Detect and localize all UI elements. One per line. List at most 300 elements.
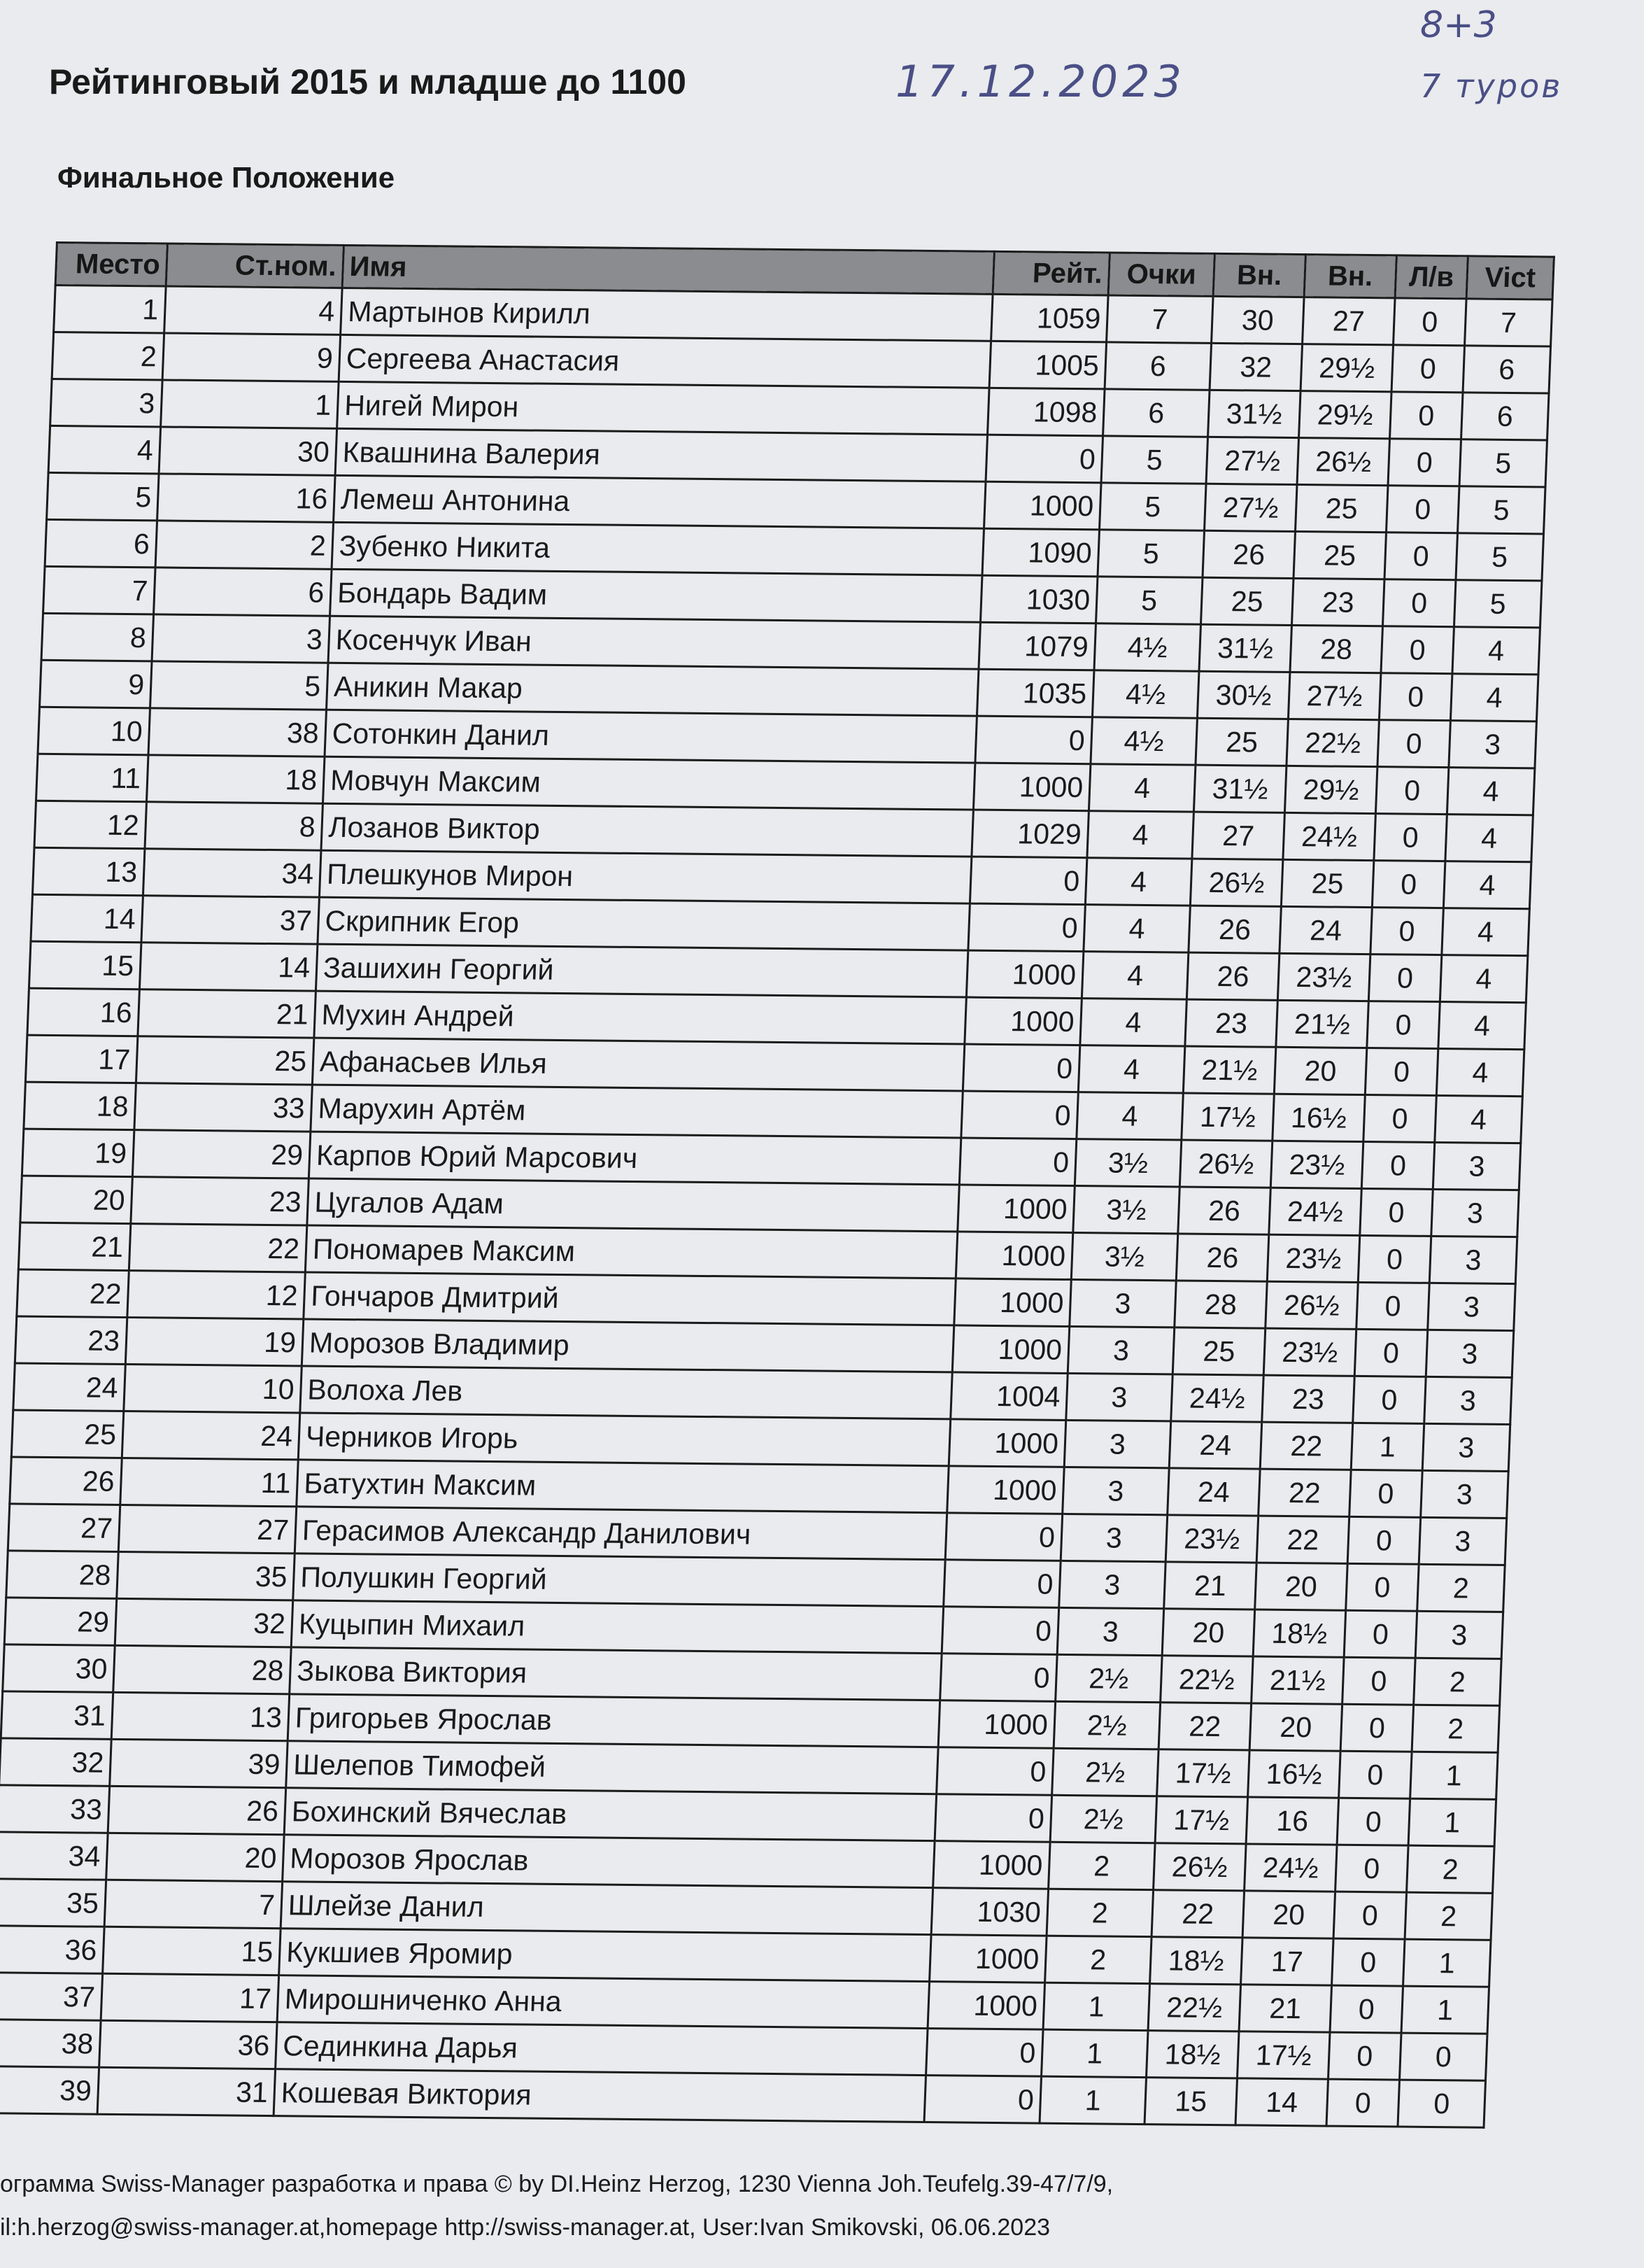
cell-tiebreak-2: 29½ [1299, 391, 1392, 439]
cell-points: 6 [1105, 342, 1212, 390]
cell-player-name: Мовчун Максим [323, 756, 975, 810]
cell-start-number: 34 [143, 849, 321, 897]
cell-player-name: Сергеева Анастасия [339, 334, 991, 388]
cell-tiebreak-2: 27 [1303, 297, 1396, 345]
col-header-name: Имя [342, 245, 994, 294]
cell-direct-encounter: 0 [1346, 1563, 1419, 1611]
col-header-place: Место [55, 243, 167, 286]
cell-tiebreak-2: 25 [1294, 532, 1387, 579]
cell-direct-encounter: 0 [1354, 1329, 1428, 1376]
cell-points: 5 [1096, 577, 1203, 624]
cell-tiebreak-2: 18½ [1253, 1610, 1346, 1657]
cell-place: 6 [45, 519, 157, 567]
col-header-start-number: Ст.ном. [166, 244, 343, 288]
cell-tiebreak-1: 26½ [1179, 1140, 1273, 1188]
cell-direct-encounter: 0 [1332, 1938, 1405, 1986]
cell-victories: 4 [1442, 908, 1530, 956]
cell-place: 16 [27, 988, 140, 1036]
cell-victories: 2 [1412, 1705, 1500, 1752]
cell-tiebreak-1: 22 [1158, 1703, 1252, 1750]
cell-points: 4 [1078, 1045, 1185, 1093]
cell-tiebreak-1: 26½ [1190, 859, 1283, 906]
cell-victories: 2 [1417, 1564, 1505, 1612]
cell-place: 24 [13, 1363, 126, 1411]
cell-points: 1 [1042, 2029, 1149, 2077]
cell-tiebreak-1: 24 [1169, 1421, 1262, 1469]
cell-direct-encounter: 0 [1372, 861, 1445, 908]
cell-victories: 2 [1405, 1892, 1493, 1940]
cell-rating: 0 [944, 1560, 1061, 1608]
cell-player-name: Куцыпин Михаил [291, 1600, 943, 1654]
cell-direct-encounter: 0 [1379, 673, 1452, 721]
cell-tiebreak-1: 25 [1200, 577, 1294, 625]
cell-start-number: 29 [132, 1130, 311, 1178]
cell-start-number: 1 [161, 380, 339, 428]
cell-victories: 1 [1410, 1752, 1498, 1799]
cell-player-name: Мухин Андрей [314, 991, 966, 1044]
cell-tiebreak-1: 17½ [1155, 1796, 1248, 1844]
cell-tiebreak-1: 15 [1145, 2078, 1238, 2125]
cell-tiebreak-1: 26 [1203, 530, 1296, 578]
cell-points: 2½ [1056, 1654, 1163, 1702]
cell-tiebreak-1: 21½ [1183, 1046, 1276, 1094]
cell-points: 4 [1085, 858, 1192, 906]
cell-tiebreak-2: 29½ [1284, 766, 1377, 813]
cell-player-name: Зашихин Георгий [316, 944, 968, 997]
cell-direct-encounter: 0 [1365, 1048, 1438, 1096]
cell-rating: 1005 [989, 341, 1107, 389]
cell-player-name: Мирошниченко Анна [277, 1975, 929, 2029]
cell-points: 4 [1084, 905, 1191, 952]
cell-tiebreak-2: 23½ [1263, 1328, 1356, 1376]
cell-start-number: 19 [125, 1318, 304, 1366]
cell-direct-encounter: 0 [1337, 1798, 1410, 1845]
cell-player-name: Лозанов Виктор [321, 803, 973, 857]
cell-rating: 1000 [954, 1279, 1072, 1327]
cell-place: 13 [32, 847, 145, 895]
cell-player-name: Григорьев Ярослав [288, 1694, 940, 1747]
cell-direct-encounter: 0 [1367, 1001, 1440, 1049]
cell-start-number: 17 [101, 1973, 279, 2022]
cell-direct-encounter: 0 [1386, 486, 1459, 533]
cell-tiebreak-1: 26½ [1154, 1843, 1247, 1891]
cell-rating: 1000 [949, 1419, 1066, 1467]
col-header-rating: Рейт. [993, 251, 1110, 295]
cell-player-name: Морозов Ярослав [283, 1835, 935, 1888]
cell-rating: 0 [975, 716, 1093, 764]
cell-player-name: Бондарь Вадим [330, 569, 982, 622]
cell-rating: 0 [959, 1138, 1077, 1186]
cell-points: 3 [1063, 1467, 1170, 1514]
cell-tiebreak-2: 16 [1246, 1797, 1339, 1845]
cell-place: 10 [38, 707, 150, 754]
cell-place: 32 [0, 1738, 111, 1786]
cell-points: 3 [1064, 1420, 1171, 1467]
cell-tiebreak-2: 23½ [1270, 1141, 1363, 1188]
cell-tiebreak-2: 23 [1291, 579, 1384, 626]
cell-victories: 4 [1447, 768, 1535, 815]
cell-rating: 1000 [930, 1935, 1047, 1983]
cell-victories: 5 [1459, 439, 1547, 487]
footer [0, 2162, 1609, 2249]
cell-tiebreak-2: 23 [1262, 1375, 1355, 1423]
cell-place: 12 [34, 801, 147, 848]
cell-place: 27 [8, 1504, 120, 1551]
cell-rating: 1000 [958, 1185, 1075, 1233]
cell-place: 25 [11, 1410, 124, 1458]
cell-player-name: Карпов Юрий Марсович [309, 1132, 961, 1185]
cell-rating: 0 [970, 857, 1087, 905]
cell-start-number: 20 [106, 1833, 285, 1881]
cell-start-number: 9 [162, 333, 341, 381]
cell-place: 26 [10, 1457, 122, 1505]
handwritten-rounds: 7 туров [1420, 67, 1563, 105]
cell-rating: 1000 [938, 1700, 1056, 1749]
cell-tiebreak-1: 22 [1151, 1890, 1245, 1938]
cell-start-number: 26 [108, 1786, 286, 1834]
cell-points: 7 [1107, 295, 1214, 343]
cell-tiebreak-1: 27½ [1205, 484, 1298, 531]
cell-place: 18 [24, 1082, 136, 1129]
cell-start-number: 15 [103, 1927, 281, 1975]
cell-tiebreak-1: 18½ [1150, 1937, 1243, 1985]
cell-place: 3 [50, 379, 163, 426]
cell-victories: 3 [1421, 1470, 1509, 1518]
cell-start-number: 23 [131, 1177, 309, 1225]
cell-place: 11 [36, 754, 148, 801]
cell-start-number: 2 [155, 521, 334, 569]
cell-rating: 1000 [947, 1466, 1065, 1514]
cell-tiebreak-2: 27½ [1288, 672, 1381, 719]
cell-tiebreak-2: 22 [1259, 1469, 1352, 1516]
cell-tiebreak-2: 24 [1280, 906, 1373, 954]
cell-points: 3 [1057, 1607, 1164, 1655]
cell-rating: 0 [940, 1654, 1058, 1702]
cell-victories: 5 [1457, 486, 1545, 534]
cell-tiebreak-2: 14 [1235, 2078, 1328, 2126]
cell-start-number: 22 [129, 1224, 307, 1272]
cell-tiebreak-2: 29½ [1301, 344, 1394, 392]
cell-tiebreak-2: 20 [1242, 1891, 1335, 1938]
cell-player-name: Черников Игорь [298, 1413, 950, 1466]
cell-victories: 4 [1452, 627, 1540, 675]
cell-points: 2 [1047, 1889, 1154, 1936]
cell-tiebreak-1: 22½ [1161, 1656, 1254, 1703]
cell-direct-encounter: 0 [1347, 1516, 1421, 1564]
cell-points: 1 [1043, 1982, 1150, 2030]
cell-victories: 1 [1408, 1798, 1496, 1846]
cell-place: 34 [0, 1832, 108, 1880]
cell-player-name: Цугалов Адам [307, 1178, 959, 1232]
cell-tiebreak-2: 16½ [1273, 1094, 1366, 1141]
cell-direct-encounter: 0 [1353, 1376, 1426, 1423]
cell-tiebreak-2: 25 [1281, 859, 1374, 907]
cell-player-name: Шелепов Тимофей [286, 1741, 938, 1794]
cell-direct-encounter: 1 [1351, 1423, 1424, 1470]
cell-victories: 3 [1433, 1142, 1521, 1190]
cell-direct-encounter: 0 [1356, 1282, 1430, 1330]
cell-rating: 1030 [980, 575, 1098, 624]
cell-points: 4 [1087, 811, 1194, 859]
cell-player-name: Лемеш Антонина [334, 475, 986, 528]
cell-start-number: 14 [139, 943, 318, 991]
cell-rating: 1059 [991, 294, 1109, 342]
cell-victories: 4 [1445, 815, 1533, 862]
cell-rating: 1000 [966, 950, 1084, 999]
cell-victories: 4 [1436, 1049, 1524, 1097]
cell-start-number: 18 [146, 755, 325, 803]
cell-tiebreak-2: 26½ [1297, 438, 1390, 486]
cell-direct-encounter: 0 [1363, 1095, 1437, 1143]
cell-victories: 1 [1401, 1986, 1489, 2034]
cell-player-name: Зубенко Никита [332, 522, 984, 575]
cell-victories: 0 [1398, 2080, 1486, 2127]
cell-tiebreak-2: 21½ [1252, 1656, 1345, 1704]
footer-copyright: ограмма Swiss-Manager разработка и права © by DI.Heinz Herzog, 1230 Vienna Joh.Teufelg.39-47/7/9, [0, 2171, 1114, 2197]
cell-tiebreak-2: 17 [1241, 1938, 1334, 1985]
cell-tiebreak-1: 21 [1164, 1562, 1257, 1610]
cell-points: 4 [1082, 952, 1189, 999]
cell-tiebreak-1: 32 [1210, 343, 1303, 390]
cell-direct-encounter: 0 [1344, 1610, 1417, 1658]
cell-player-name: Волоха Лев [300, 1366, 952, 1419]
cell-player-name: Мартынов Кирилл [341, 288, 993, 341]
cell-points: 4½ [1094, 624, 1201, 671]
cell-place: 7 [43, 566, 156, 614]
cell-tiebreak-2: 20 [1274, 1047, 1367, 1094]
cell-tiebreak-1: 24½ [1171, 1374, 1264, 1422]
cell-direct-encounter: 0 [1382, 579, 1456, 627]
cell-victories: 4 [1435, 1095, 1523, 1143]
cell-place: 15 [29, 941, 141, 989]
cell-tiebreak-1: 24 [1168, 1468, 1261, 1516]
cell-points: 3½ [1075, 1139, 1182, 1187]
cell-tiebreak-2: 23½ [1277, 953, 1370, 1001]
cell-tiebreak-1: 25 [1172, 1327, 1266, 1375]
cell-player-name: Сотонкин Данил [325, 710, 977, 763]
cell-rating: 0 [963, 1044, 1080, 1092]
cell-player-name: Афанасьев Илья [312, 1038, 964, 1091]
cell-points: 4 [1080, 999, 1187, 1046]
cell-tiebreak-2: 23½ [1267, 1234, 1360, 1282]
cell-player-name: Сединкина Дарья [276, 2022, 928, 2076]
cell-victories: 3 [1424, 1376, 1512, 1424]
cell-points: 2½ [1052, 1748, 1159, 1796]
standings-body [0, 285, 1552, 2127]
cell-tiebreak-1: 30 [1212, 296, 1305, 344]
cell-direct-encounter: 0 [1328, 2032, 1402, 2080]
cell-tiebreak-2: 21½ [1276, 1000, 1369, 1048]
cell-place: 31 [1, 1691, 113, 1739]
cell-player-name: Гончаров Дмитрий [304, 1272, 956, 1325]
cell-rating: 1035 [977, 669, 1094, 717]
cell-victories: 4 [1443, 861, 1531, 909]
cell-player-name: Шлейзе Данил [281, 1882, 933, 1935]
cell-points: 2½ [1054, 1701, 1161, 1749]
cell-victories: 5 [1454, 580, 1542, 628]
cell-tiebreak-1: 26 [1189, 906, 1282, 953]
cell-place: 4 [48, 425, 161, 473]
cell-place: 17 [25, 1035, 138, 1083]
cell-victories: 3 [1428, 1283, 1516, 1330]
cell-start-number: 7 [104, 1880, 283, 1928]
cell-points: 3 [1059, 1561, 1166, 1608]
cell-tiebreak-2: 26½ [1266, 1281, 1359, 1329]
cell-victories: 3 [1426, 1330, 1514, 1377]
cell-victories: 4 [1440, 955, 1528, 1003]
cell-start-number: 33 [134, 1083, 313, 1132]
cell-tiebreak-1: 23½ [1165, 1515, 1259, 1563]
cell-player-name: Скрипник Егор [318, 897, 970, 950]
cell-points: 2 [1049, 1842, 1156, 1889]
cell-tiebreak-2: 22 [1256, 1516, 1349, 1563]
cell-tiebreak-1: 25 [1196, 718, 1289, 766]
cell-victories: 6 [1463, 346, 1551, 393]
cell-place: 9 [40, 660, 153, 707]
cell-tiebreak-1: 31½ [1193, 765, 1287, 812]
cell-points: 3½ [1073, 1186, 1180, 1234]
cell-place: 20 [20, 1176, 133, 1223]
footer-contact: il:h.herzog@swiss-manager.at,homepage http://swiss-manager.at, User:Ivan Smikovski, 06.06.2023 [0, 2214, 1051, 2241]
cell-points: 4 [1089, 764, 1196, 812]
cell-place: 35 [0, 1879, 106, 1927]
cell-tiebreak-1: 26 [1178, 1187, 1271, 1234]
cell-tiebreak-2: 24½ [1283, 812, 1376, 860]
cell-place: 5 [47, 472, 160, 520]
cell-tiebreak-1: 26 [1176, 1234, 1269, 1281]
cell-tiebreak-1: 20 [1162, 1609, 1255, 1656]
cell-victories: 3 [1431, 1189, 1519, 1237]
col-header-victories: Vict [1466, 256, 1554, 300]
cell-rating: 1000 [973, 763, 1091, 811]
cell-place: 36 [0, 1926, 104, 1973]
cell-rating: 1000 [933, 1841, 1051, 1889]
cell-tiebreak-1: 27 [1192, 812, 1285, 859]
cell-place: 33 [0, 1785, 110, 1833]
cell-rating: 0 [942, 1607, 1059, 1655]
cell-tiebreak-1: 26 [1186, 952, 1280, 1000]
cell-victories: 3 [1429, 1236, 1517, 1283]
col-header-tiebreak-2: Вн. [1304, 255, 1396, 298]
cell-player-name: Зыкова Виктория [290, 1647, 942, 1700]
cell-direct-encounter: 0 [1390, 392, 1464, 439]
cell-victories: 4 [1438, 1002, 1526, 1050]
cell-player-name: Морозов Владимир [302, 1319, 954, 1372]
cell-victories: 2 [1407, 1845, 1495, 1893]
cell-start-number: 4 [164, 286, 343, 334]
cell-victories: 3 [1449, 721, 1537, 768]
cell-direct-encounter: 0 [1377, 720, 1451, 768]
cell-start-number: 3 [152, 614, 330, 663]
cell-tiebreak-2: 22 [1260, 1422, 1353, 1470]
cell-tiebreak-1: 30½ [1197, 671, 1290, 719]
cell-rating: 1000 [956, 1232, 1073, 1280]
cell-player-name: Кукшиев Яромир [279, 1929, 931, 1982]
cell-tiebreak-1: 17½ [1182, 1093, 1275, 1141]
cell-place: 37 [0, 1973, 103, 2020]
cell-start-number: 21 [138, 989, 316, 1038]
cell-tiebreak-1: 27½ [1206, 437, 1299, 484]
cell-tiebreak-2: 24½ [1269, 1188, 1362, 1235]
cell-start-number: 32 [115, 1598, 293, 1647]
cell-points: 5 [1100, 483, 1207, 530]
cell-direct-encounter: 0 [1333, 1892, 1407, 1939]
cell-victories: 0 [1400, 2033, 1488, 2080]
cell-place: 39 [0, 2066, 99, 2114]
cell-rating: 1004 [951, 1372, 1068, 1421]
cell-start-number: 6 [154, 568, 332, 616]
cell-start-number: 38 [148, 708, 327, 756]
cell-rating: 0 [926, 2029, 1044, 2077]
cell-player-name: Аникин Макар [327, 663, 979, 716]
cell-points: 6 [1103, 389, 1210, 437]
cell-victories: 2 [1414, 1658, 1502, 1705]
cell-rating: 1030 [931, 1888, 1049, 1936]
cell-points: 4½ [1092, 670, 1199, 718]
cell-direct-encounter: 0 [1349, 1470, 1423, 1517]
cell-start-number: 31 [97, 2067, 276, 2115]
standings-table [0, 241, 1555, 2129]
cell-direct-encounter: 0 [1381, 626, 1454, 674]
cell-direct-encounter: 0 [1360, 1188, 1433, 1236]
cell-tiebreak-1: 17½ [1157, 1749, 1250, 1797]
cell-start-number: 10 [124, 1365, 302, 1413]
cell-victories: 1 [1403, 1939, 1491, 1987]
cell-rating: 0 [961, 1091, 1079, 1139]
cell-place: 14 [31, 894, 143, 942]
cell-direct-encounter: 0 [1361, 1141, 1435, 1189]
cell-direct-encounter: 0 [1388, 439, 1461, 486]
cell-rating: 1029 [972, 810, 1089, 858]
cell-player-name: Кошевая Виктория [274, 2069, 926, 2122]
cell-player-name: Пономарев Максим [305, 1225, 957, 1279]
cell-start-number: 25 [136, 1036, 314, 1085]
cell-start-number: 11 [120, 1458, 299, 1506]
cell-start-number: 12 [127, 1271, 306, 1319]
cell-place: 19 [22, 1129, 134, 1176]
cell-points: 2½ [1050, 1795, 1157, 1843]
cell-direct-encounter: 0 [1374, 814, 1447, 861]
cell-start-number: 36 [99, 2020, 278, 2069]
cell-direct-encounter: 0 [1391, 345, 1465, 393]
cell-points: 5 [1098, 530, 1205, 577]
cell-direct-encounter: 0 [1342, 1657, 1416, 1705]
cell-points: 3 [1068, 1326, 1175, 1374]
cell-direct-encounter: 0 [1330, 1985, 1403, 2033]
cell-points: 3½ [1071, 1233, 1178, 1281]
cell-player-name: Бохинский Вячеслав [284, 1788, 936, 1841]
cell-victories: 6 [1461, 393, 1550, 440]
cell-rating: 0 [986, 435, 1103, 483]
cell-player-name: Полушкин Георгий [293, 1554, 945, 1607]
cell-player-name: Нигей Мирон [337, 381, 989, 435]
cell-rating: 0 [935, 1794, 1052, 1843]
cell-rating: 1000 [928, 1982, 1045, 2030]
col-header-direct-encounter: Л/в [1395, 255, 1468, 299]
cell-direct-encounter: 0 [1394, 298, 1467, 346]
cell-place: 29 [4, 1598, 117, 1645]
cell-start-number: 37 [141, 896, 320, 944]
cell-start-number: 24 [122, 1411, 300, 1460]
cell-player-name: Квашнина Валерия [335, 428, 987, 481]
cell-tiebreak-2: 24½ [1245, 1844, 1338, 1892]
cell-place: 8 [41, 613, 154, 661]
cell-place: 21 [18, 1223, 131, 1270]
cell-tiebreak-2: 28 [1290, 625, 1383, 672]
cell-player-name: Косенчук Иван [328, 616, 980, 669]
cell-start-number: 39 [110, 1739, 288, 1787]
cell-rating: 0 [924, 2076, 1042, 2124]
